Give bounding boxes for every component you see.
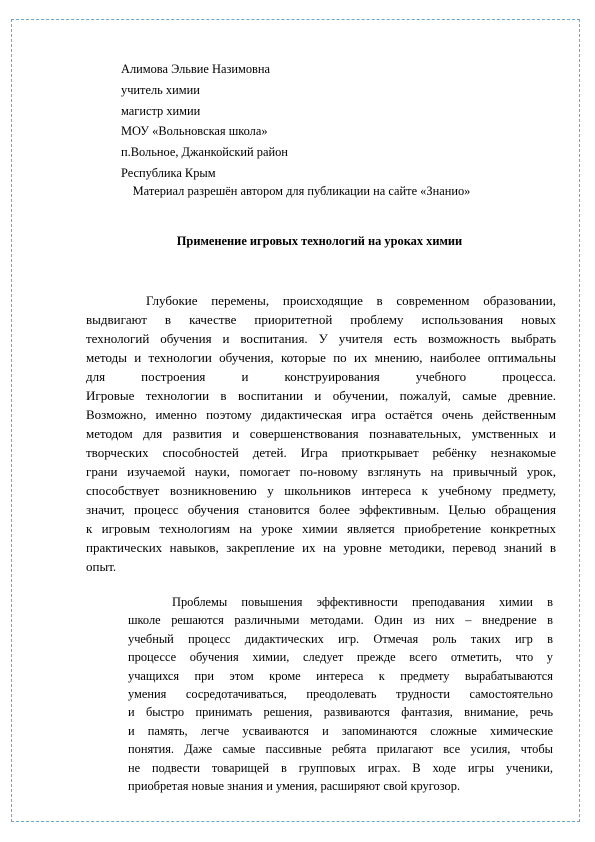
text-line: технологий обучения и воспитания. У учителя есть возможность выбрать — [86, 331, 556, 346]
author-position: учитель химии — [121, 82, 200, 97]
text-line: и память, легче усваиваются и запоминаются сложные химические — [128, 723, 553, 738]
text-line: учебный процесс дидактических игр. Отмечая роль таких игр в — [128, 631, 553, 646]
author-name: Алимова Эльвие Назимовна — [121, 62, 271, 76]
text-line: опыт. — [86, 559, 117, 574]
text-line: значит, процесс обучения становится более эффективным. Целью обращения — [86, 502, 556, 517]
author-school: МОУ «Вольновская школа» — [121, 124, 268, 139]
text-line: Проблемы повышения эффективности преподавания химии в — [172, 595, 553, 609]
author-block — [121, 59, 288, 184]
text-line: к игровым технологиям на уроке химии является приобретение конкретных — [86, 521, 556, 536]
text-line: грани изучаемой науки, помогает по-новому взглянуть на привычный урок, — [86, 464, 556, 479]
text-line: практических навыков, закрепление их на уровне методики, перевод знаний в — [86, 540, 556, 555]
paragraph-didactic-games — [128, 593, 553, 795]
text-line: учащихся при этом кроме интереса к предмету вырабатываются — [128, 668, 553, 683]
text-line: методом для развития и совершенствования познавательных, умственных и — [86, 426, 556, 441]
publication-permission: Материал разрешён автором для публикации на сайте «Знанио» — [132, 184, 471, 198]
text-line: выдвигают в качестве приоритетной проблему использования новых — [86, 312, 556, 327]
text-line: умения сосредотачиваться, преодолевать трудности самостоятельно — [128, 686, 553, 701]
text-line: для построения и конструирования учебного процесса. — [86, 369, 556, 384]
author-region: Республика Крым — [121, 165, 216, 180]
text-line: методы и технологии обучения, которые по их мнению, наиболее оптимальны — [86, 350, 556, 365]
author-locality: п.Вольное, Джанкойский район — [121, 145, 288, 160]
text-line: Глубокие перемены, происходящие в современном образовании, — [146, 293, 556, 308]
text-line: не подвести товарищей в групповых играх. В ходе игры ученики, — [128, 760, 553, 775]
text-line: процессе обучения химии, следует прежде всего отметить, что у — [128, 650, 553, 665]
text-line: понятия. Даже самые пассивные ребята прилагают все усилия, чтобы — [128, 742, 553, 757]
text-line: приобретая новые знания и умения, расширяют свой кругозор. — [128, 778, 461, 793]
text-line: и быстро принимать решения, развиваются фантазия, внимание, речь — [128, 705, 553, 720]
text-line: школе решаются различными методами. Один из них – внедрение в — [128, 613, 553, 628]
text-line: Возможно, именно поэтому дидактическая игра остаётся очень действенным — [86, 407, 556, 422]
text-line: Игровые технологии в воспитании и обучении, пожалуй, самые древние. — [86, 388, 556, 403]
text-line: способствует возникновению у школьников интереса к учебному предмету, — [86, 483, 556, 498]
author-degree: магистр химии — [121, 103, 201, 118]
document-title: Применение игровых технологий на уроках химии — [176, 234, 463, 248]
text-line: творческих способностей детей. Игра приоткрывает ребёнку незнакомые — [86, 445, 556, 460]
paragraph-intro — [86, 291, 556, 576]
